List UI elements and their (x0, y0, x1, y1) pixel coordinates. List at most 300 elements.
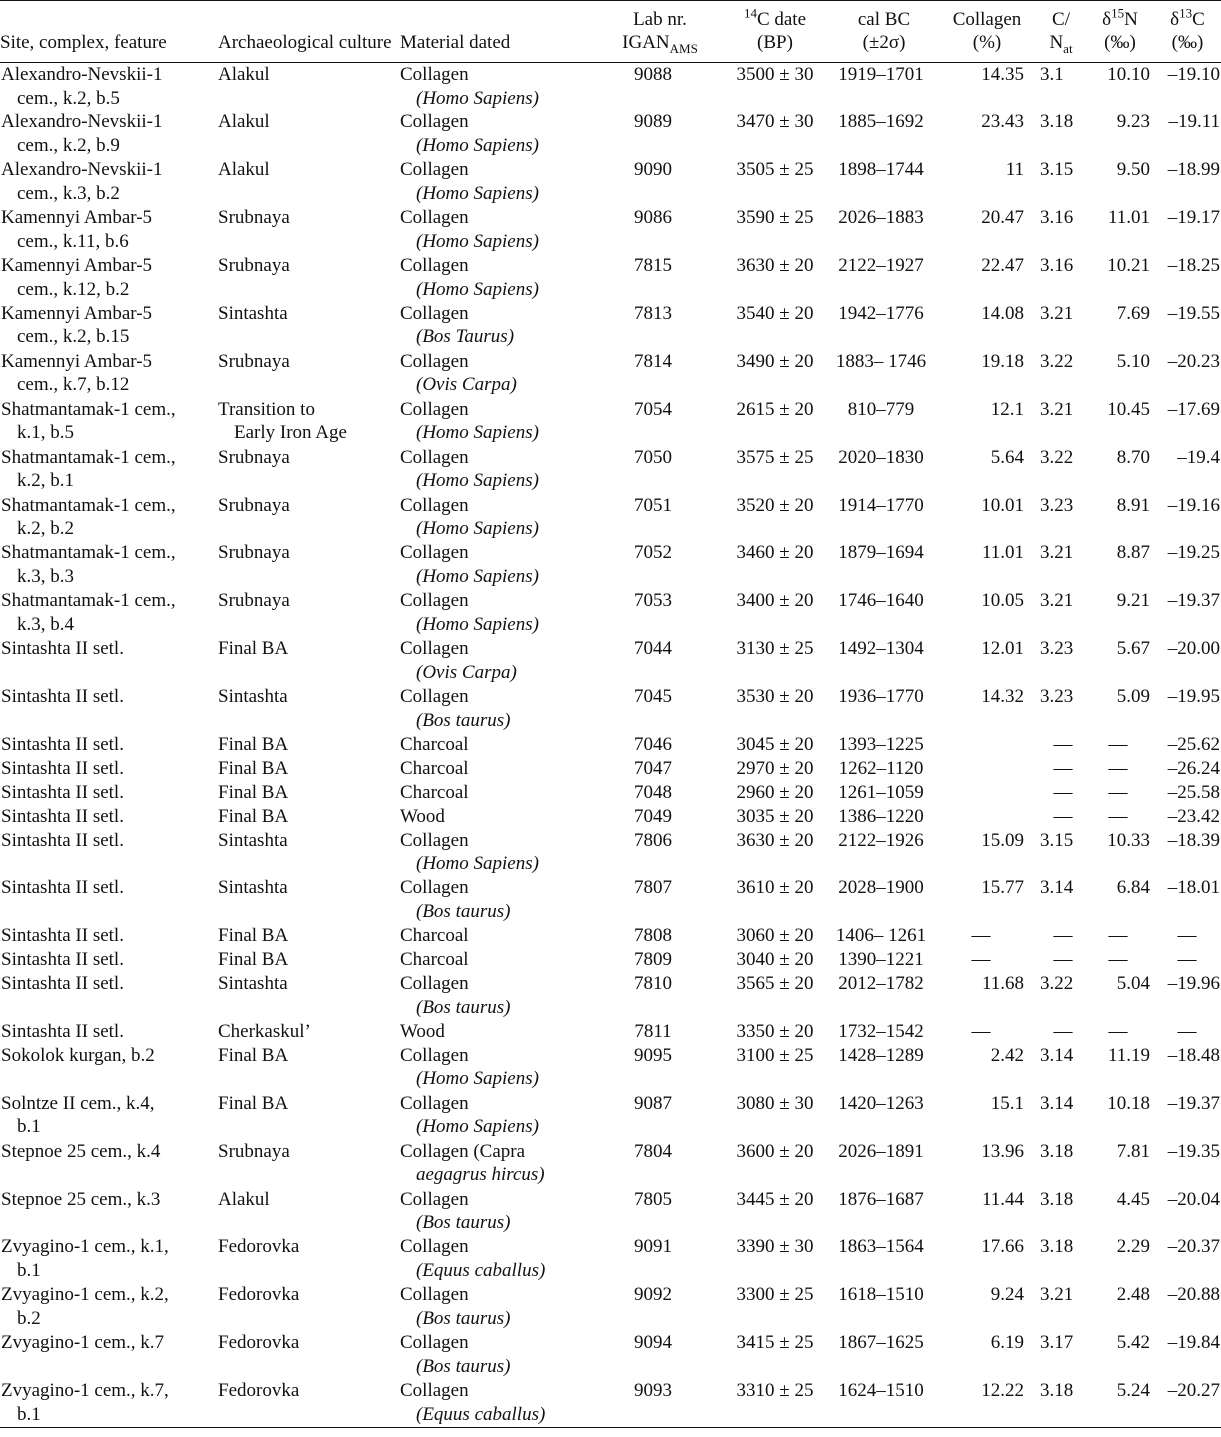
cell-culture (218, 948, 400, 972)
site-line-1: Sintashta II setl. (1, 686, 124, 708)
cell-site (0, 1044, 218, 1092)
cell-collagen: 12.22 (938, 1379, 1036, 1427)
table-row (0, 350, 1221, 398)
site-line-1: Alexandro-Nevskii-1 (1, 111, 163, 133)
header-lab-number: Lab nr. $IGAN_{AMS}$ (600, 1, 720, 63)
cell-delta-n15: 2.48 (1116, 1284, 1150, 1306)
table-row (0, 158, 1221, 206)
culture-line-1: Sintashta (218, 877, 288, 899)
cell-delta-c13: –20.37 (1167, 1236, 1220, 1258)
material-line-1: Collagen (400, 111, 469, 133)
cell-delta-n15: 8.87 (1116, 542, 1150, 564)
cell-culture (218, 158, 400, 206)
cell-delta-n15: — (1108, 733, 1128, 755)
material-line-1: Collagen (400, 207, 469, 229)
cell-site (0, 302, 218, 350)
material-species: (Homo Sapiens) (416, 470, 539, 492)
cell-cn-ratio: 3.18 (1040, 1236, 1074, 1258)
culture-line-1: Srubnaya (218, 255, 290, 277)
cell-material (400, 446, 600, 494)
cell-delta-c13: –19.84 (1167, 1332, 1220, 1354)
cell-lab-number: 7813 (634, 302, 672, 324)
culture-line-1: Cherkaskul’ (218, 1020, 311, 1042)
header-cn-ratio: C/ $N_{at}$ (1036, 1, 1086, 63)
cell-cal-bc: 2020–1830 (838, 446, 924, 468)
cell-culture (218, 398, 400, 446)
cell-culture (218, 757, 400, 781)
material-line-1: Collagen (400, 64, 469, 85)
cell-delta-n15: 10.45 (1107, 398, 1150, 420)
cell-material (400, 685, 600, 733)
header-c14-date: $^{14}$C date (BP) (720, 1, 830, 63)
cell-c14-date: 3040 ± 20 (736, 949, 814, 971)
cell-cn-ratio: — (1053, 733, 1073, 755)
table-row (0, 685, 1221, 733)
cell-cal-bc: 1406– 1261 (835, 925, 927, 947)
site-line-1: Alexandro-Nevskii-1 (1, 64, 163, 85)
site-line-1: Sintashta II setl. (1, 829, 124, 851)
cell-culture (218, 63, 400, 111)
site-line-2: cem., k.2, b.5 (17, 87, 120, 109)
cell-lab-number: 7051 (634, 494, 672, 516)
cell-collagen: 14.32 (981, 686, 1024, 708)
site-line-1: Kamennyi Ambar-5 (1, 255, 153, 277)
cell-c14-date: 3490 ± 20 (736, 350, 814, 372)
cell-culture (218, 876, 400, 924)
cell-collagen: 11.01 (981, 542, 1024, 564)
site-line-2: k.1, b.5 (17, 422, 74, 444)
cell-c14-date: 2615 ± 20 (736, 398, 814, 420)
cell-c14-date: 3630 ± 20 (736, 255, 814, 277)
cell-cal-bc: 2122–1926 (838, 829, 924, 851)
site-line-1: Kamennyi Ambar-5 (1, 207, 153, 229)
cell-delta-c13: –17.69 (1167, 398, 1220, 420)
cell-site (0, 206, 218, 254)
cell-delta-n15: 8.91 (1116, 494, 1150, 516)
material-line-1: Charcoal (400, 781, 469, 803)
site-line-1: Sintashta II setl. (1, 805, 124, 827)
culture-line-1: Sintashta (218, 302, 288, 324)
cell-material (400, 805, 600, 829)
material-species: (Homo Sapiens) (416, 182, 539, 204)
material-line-1: Collagen (400, 1188, 469, 1210)
cell-delta-c13: –20.27 (1154, 1379, 1221, 1427)
cell-delta-n15: 5.24 (1086, 1379, 1154, 1427)
culture-line-1: Final BA (218, 781, 289, 803)
table-row (0, 637, 1221, 685)
cell-cal-bc: 1942–1776 (838, 302, 924, 324)
cell-cal-bc: 1624–1510 (830, 1379, 938, 1427)
table-row (0, 1331, 1221, 1379)
cell-material (400, 589, 600, 637)
cell-delta-n15: 5.67 (1116, 638, 1150, 660)
cell-cal-bc: 2026–1883 (838, 207, 924, 229)
site-line-1: Kamennyi Ambar-5 (1, 350, 153, 372)
table-row (0, 733, 1221, 757)
cell-site (0, 1020, 218, 1044)
site-line-2: b.1 (17, 1259, 41, 1281)
cell-cal-bc: 1386–1220 (838, 805, 924, 827)
cell-delta-n15: 10.21 (1107, 255, 1150, 277)
cell-site (0, 398, 218, 446)
cell-delta-c13: –19.11 (1168, 111, 1220, 133)
table-row (0, 446, 1221, 494)
cell-lab-number: 7045 (634, 686, 672, 708)
culture-line-1: Alakul (218, 111, 270, 133)
cell-delta-c13: –19.4 (1177, 446, 1220, 468)
cell-culture (218, 110, 400, 158)
table-row (0, 254, 1221, 302)
cell-cal-bc: 810–779 (847, 398, 915, 420)
cell-cn-ratio: 3.15 (1040, 159, 1074, 181)
cell-delta-c13: –20.23 (1167, 350, 1220, 372)
cell-collagen: 15.1 (990, 1092, 1024, 1114)
cell-delta-c13: — (1177, 949, 1197, 971)
cell-delta-n15: 5.10 (1116, 350, 1150, 372)
culture-line-1: Final BA (218, 1044, 289, 1066)
cell-culture (218, 805, 400, 829)
cell-cn-ratio: — (1053, 1020, 1073, 1042)
material-species: (Homo Sapiens) (416, 1068, 539, 1090)
cell-lab-number: 7811 (634, 1020, 672, 1042)
material-line-1: Charcoal (400, 757, 469, 779)
cell-material (400, 972, 600, 1020)
culture-line-1: Srubnaya (218, 1140, 290, 1162)
material-line-1: Collagen (400, 1092, 469, 1114)
cell-site (0, 541, 218, 589)
cell-delta-n15: 4.45 (1116, 1188, 1150, 1210)
cell-material (400, 829, 600, 877)
cell-lab-number: 9087 (634, 1092, 672, 1114)
cell-delta-n15: 9.23 (1116, 111, 1150, 133)
cell-culture (218, 685, 400, 733)
cell-delta-c13: — (1177, 1020, 1197, 1042)
cell-culture (218, 829, 400, 877)
cell-c14-date: 3575 ± 25 (736, 446, 814, 468)
cell-delta-c13: –18.99 (1167, 159, 1220, 181)
material-species: (Homo Sapiens) (416, 87, 539, 109)
cell-material (400, 350, 600, 398)
cell-delta-n15: 7.69 (1116, 302, 1150, 324)
cell-delta-n15: 2.29 (1116, 1236, 1150, 1258)
site-line-1: Shatmantamak-1 cem., (1, 590, 176, 612)
cell-lab-number: 7807 (634, 877, 672, 899)
cell-material (400, 494, 600, 542)
cell-c14-date: 3300 ± 25 (736, 1284, 814, 1306)
cell-cal-bc: 1879–1694 (838, 542, 924, 564)
cell-delta-n15: 10.18 (1107, 1092, 1150, 1114)
cell-lab-number: 7048 (634, 781, 672, 803)
cell-cal-bc: 2012–1782 (838, 973, 924, 995)
header-collagen: Collagen (%) (938, 1, 1036, 63)
cell-delta-c13: –20.00 (1167, 638, 1220, 660)
site-line-2: b.2 (17, 1307, 41, 1329)
cell-cal-bc: 1262–1120 (838, 757, 924, 779)
site-line-2: cem., k.2, b.15 (17, 326, 130, 348)
cell-lab-number: 7054 (634, 398, 672, 420)
cell-c14-date: 3520 ± 20 (736, 494, 814, 516)
table-row (0, 1235, 1221, 1283)
material-line-1: Collagen (400, 829, 469, 851)
material-line-1: Collagen (Capra (400, 1140, 526, 1162)
cell-site (0, 158, 218, 206)
cell-cal-bc: 1428–1289 (838, 1044, 924, 1066)
cell-material (400, 206, 600, 254)
culture-line-1: Fedorovka (218, 1332, 300, 1354)
cell-cal-bc: 1885–1692 (838, 111, 924, 133)
cell-culture (218, 254, 400, 302)
cell-lab-number: 7046 (634, 733, 672, 755)
cell-site (0, 110, 218, 158)
cell-c14-date: 3590 ± 25 (736, 207, 814, 229)
cell-cal-bc: 1883– 1746 (835, 350, 927, 372)
cell-cn-ratio: — (1053, 925, 1073, 947)
cell-delta-n15: — (1108, 781, 1128, 803)
cell-cal-bc: 1863–1564 (838, 1236, 924, 1258)
cell-delta-n15: 10.10 (1107, 64, 1150, 85)
cell-cn-ratio: 3.14 (1040, 877, 1074, 899)
cell-collagen: 6.19 (990, 1332, 1024, 1354)
cell-material (400, 541, 600, 589)
cell-delta-c13: –19.35 (1167, 1140, 1220, 1162)
cell-cn-ratio: 3.22 (1040, 350, 1074, 372)
cell-culture (218, 206, 400, 254)
cell-lab-number: 9090 (634, 159, 672, 181)
cell-culture (218, 1283, 400, 1331)
cell-delta-n15: — (1108, 1020, 1128, 1042)
cell-cal-bc: 2026–1891 (838, 1140, 924, 1162)
cell-site (0, 1331, 218, 1379)
cell-lab-number: 7053 (634, 590, 672, 612)
cell-culture (218, 781, 400, 805)
table-row (0, 206, 1221, 254)
cell-collagen: 10.05 (981, 590, 1024, 612)
site-line-1: Sintashta II setl. (1, 638, 124, 660)
culture-line-1: Srubnaya (218, 350, 290, 372)
cell-site (0, 972, 218, 1020)
header-delta-n15: $\delta^{15}N$ (‰) (1086, 1, 1154, 63)
cell-cn-ratio: 3.23 (1040, 494, 1074, 516)
cell-site (0, 733, 218, 757)
table-row (0, 63, 1221, 111)
cell-material (400, 302, 600, 350)
cell-culture (218, 1020, 400, 1044)
cell-lab-number: 9091 (634, 1236, 672, 1258)
cell-c14-date: 3610 ± 20 (736, 877, 814, 899)
site-line-1: Shatmantamak-1 cem., (1, 398, 176, 420)
cell-site (0, 1188, 218, 1236)
cell-lab-number: 7815 (634, 255, 672, 277)
table-row (0, 398, 1221, 446)
header-site: Site, complex, feature (0, 1, 218, 63)
cell-delta-n15: 5.09 (1116, 686, 1150, 708)
cell-c14-date: 3505 ± 25 (736, 159, 814, 181)
material-species: (Homo Sapiens) (416, 565, 539, 587)
cell-cn-ratio: — (1053, 757, 1073, 779)
cell-cn-ratio: 3.22 (1040, 973, 1074, 995)
cell-lab-number: 7806 (634, 829, 672, 851)
cell-site (0, 805, 218, 829)
cell-delta-c13: –18.48 (1167, 1044, 1220, 1066)
site-line-1: Shatmantamak-1 cem., (1, 542, 176, 564)
culture-line-1: Final BA (218, 949, 289, 971)
cell-culture (218, 637, 400, 685)
site-line-1: Sintashta II setl. (1, 757, 124, 779)
cell-lab-number: 7809 (634, 949, 672, 971)
cell-c14-date: 2970 ± 20 (736, 757, 814, 779)
header-delta-c13: $\delta^{13}C$ (‰) (1154, 1, 1221, 63)
culture-line-1: Fedorovka (218, 1236, 300, 1258)
material-line-1: Collagen (400, 542, 469, 564)
header-culture: Archaeological culture (218, 1, 400, 63)
cell-collagen (938, 757, 1036, 781)
cell-culture (218, 589, 400, 637)
material-species: (Bos taurus) (416, 1307, 511, 1329)
cell-culture (218, 494, 400, 542)
cell-material (400, 948, 600, 972)
material-line-1: Collagen (400, 398, 469, 420)
cell-site (0, 1092, 218, 1140)
culture-line-1: Final BA (218, 638, 289, 660)
cell-site (0, 494, 218, 542)
cell-cal-bc: 2028–1900 (838, 877, 924, 899)
cell-site (0, 876, 218, 924)
cell-site (0, 924, 218, 948)
cell-cal-bc: 1746–1640 (838, 590, 924, 612)
cell-lab-number: 9092 (634, 1284, 672, 1306)
cell-cal-bc: 1867–1625 (838, 1332, 924, 1354)
cell-material (400, 398, 600, 446)
site-line-1: Kamennyi Ambar-5 (1, 302, 153, 324)
cell-cn-ratio: 3.1 (1040, 64, 1064, 85)
cell-site (0, 350, 218, 398)
cell-lab-number: 7050 (634, 446, 672, 468)
cell-site (0, 685, 218, 733)
cell-site (0, 63, 218, 111)
cell-lab-number: 7814 (634, 350, 672, 372)
material-species: (Homo Sapiens) (416, 1116, 539, 1138)
cell-delta-n15: — (1108, 757, 1128, 779)
cell-lab-number: 7805 (634, 1188, 672, 1210)
material-line-1: Collagen (400, 494, 469, 516)
material-species: (Bos taurus) (416, 996, 511, 1018)
cell-collagen: 5.64 (990, 446, 1024, 468)
table-row (0, 757, 1221, 781)
material-line-1: Charcoal (400, 925, 469, 947)
cell-delta-c13: –26.24 (1167, 757, 1220, 779)
material-species: (Bos taurus) (416, 709, 511, 731)
cell-cn-ratio: 3.17 (1040, 1332, 1074, 1354)
site-line-2: k.3, b.3 (17, 565, 74, 587)
material-line-1: Charcoal (400, 949, 469, 971)
cell-material (400, 1140, 600, 1188)
cell-delta-c13: –19.37 (1167, 590, 1220, 612)
cell-delta-n15: 5.04 (1116, 973, 1150, 995)
material-species: (Homo Sapiens) (416, 613, 539, 635)
cell-c14-date: 3630 ± 20 (736, 829, 814, 851)
cell-collagen: 10.01 (981, 494, 1024, 516)
cell-collagen: — (971, 1020, 991, 1042)
cell-c14-date: 3470 ± 30 (736, 111, 814, 133)
table-row (0, 1379, 1221, 1427)
material-line-1: Collagen (400, 590, 469, 612)
culture-line-1: Alakul (218, 159, 270, 181)
table-header (0, 1, 1221, 63)
table-row (0, 1140, 1221, 1188)
cell-delta-n15: 9.50 (1116, 159, 1150, 181)
cell-collagen: 11.44 (981, 1188, 1024, 1210)
cell-delta-c13: –19.96 (1167, 973, 1220, 995)
material-line-1: Charcoal (400, 733, 469, 755)
cell-cal-bc: 1936–1770 (838, 686, 924, 708)
cell-c14-date: 3045 ± 20 (736, 733, 814, 755)
culture-line-1: Srubnaya (218, 494, 290, 516)
table-row (0, 1188, 1221, 1236)
site-line-2: cem., k.7, b.12 (17, 374, 130, 396)
material-line-1: Collagen (400, 1044, 469, 1066)
cell-lab-number: 9093 (600, 1379, 720, 1427)
cell-cn-ratio: — (1053, 805, 1073, 827)
cell-collagen: 11 (1005, 159, 1024, 181)
table-row (0, 829, 1221, 877)
cell-lab-number: 9086 (634, 207, 672, 229)
table-row (0, 924, 1221, 948)
cell-collagen: 15.77 (981, 877, 1024, 899)
cell-delta-n15: 7.81 (1116, 1140, 1150, 1162)
cell-collagen: 23.43 (981, 111, 1024, 133)
cell-collagen: 12.01 (981, 638, 1024, 660)
cell-collagen (938, 781, 1036, 805)
cell-culture (218, 541, 400, 589)
culture-line-1: Srubnaya (218, 207, 290, 229)
cell-delta-n15: 9.21 (1116, 590, 1150, 612)
cell-cn-ratio: 3.16 (1040, 255, 1074, 277)
table-row (0, 494, 1221, 542)
cell-material (400, 781, 600, 805)
site-line-1: Solntze II cem., k.4, (1, 1092, 155, 1114)
material-species: (Bos Taurus) (416, 326, 515, 348)
site-line-1: Stepnoe 25 cem., k.4 (1, 1140, 161, 1162)
cell-site (0, 829, 218, 877)
table-row (0, 541, 1221, 589)
site-line-2: k.3, b.4 (17, 613, 74, 635)
material-line-1: Collagen (400, 302, 469, 324)
cell-collagen: 19.18 (981, 350, 1024, 372)
table-body (0, 63, 1221, 1428)
cell-site (0, 757, 218, 781)
table-row (0, 1092, 1221, 1140)
cell-cn-ratio: 3.21 (1040, 1284, 1074, 1306)
cell-site (0, 589, 218, 637)
culture-line-1: Alakul (218, 1188, 270, 1210)
cell-collagen: 2.42 (990, 1044, 1024, 1066)
material-line-1: Collagen (400, 1284, 469, 1306)
cell-lab-number: 7804 (634, 1140, 672, 1162)
site-line-1: Sintashta II setl. (1, 973, 124, 995)
table-row (0, 972, 1221, 1020)
cell-culture (218, 1092, 400, 1140)
cell-cn-ratio: 3.23 (1040, 638, 1074, 660)
cell-cn-ratio: 3.18 (1036, 1379, 1086, 1427)
cell-lab-number: 7049 (634, 805, 672, 827)
cell-delta-c13: –18.01 (1167, 877, 1220, 899)
cell-material (400, 110, 600, 158)
header-cal-bc: cal BC (±2σ) (830, 1, 938, 63)
site-line-1: Sokolok kurgan, b.2 (1, 1044, 155, 1066)
table-row (0, 876, 1221, 924)
cell-collagen: 12.1 (990, 398, 1024, 420)
site-line-1: Zvyagino-1 cem., k.7, (1, 1380, 169, 1402)
